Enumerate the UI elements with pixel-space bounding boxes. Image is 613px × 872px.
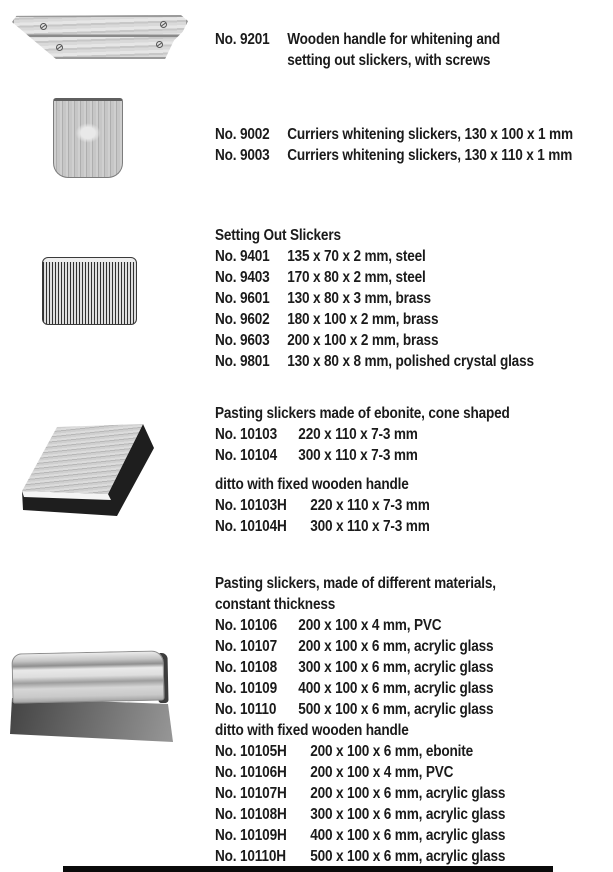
product-number: No. 9801 [215, 353, 270, 370]
product-number: No. 10104 [215, 447, 277, 464]
ebonite-slab-illustration [15, 418, 165, 518]
whitening-slicker-illustration [53, 98, 123, 178]
section-heading-line2: constant thickness [215, 596, 336, 613]
product-row [215, 124, 613, 145]
section-whitening-slickers [215, 124, 613, 166]
product-description: 300 x 110 x 7-3 mm [310, 518, 430, 535]
product-description: 300 x 100 x 6 mm, acrylic glass [310, 806, 506, 823]
screw-icon [56, 44, 63, 51]
product-number: No. 9401 [215, 248, 270, 265]
section-wooden-handle [215, 29, 613, 71]
section-pasting-ebonite [215, 403, 613, 537]
product-row [215, 804, 613, 825]
product-number: No. 10103 [215, 426, 277, 443]
product-row [215, 424, 613, 445]
product-number: No. 10105H [215, 743, 287, 760]
product-number: No. 10107H [215, 785, 287, 802]
product-description: 180 x 100 x 2 mm, brass [287, 311, 439, 328]
product-row [215, 29, 613, 50]
product-number: No. 9602 [215, 311, 270, 328]
product-row [215, 246, 613, 267]
page-edge-scan-bar [63, 866, 553, 872]
section-heading: Setting Out Slickers [215, 227, 341, 244]
product-description: Curriers whitening slickers, 130 x 110 x 1 mm [287, 147, 573, 164]
product-row [215, 330, 613, 351]
section-pasting-various [215, 573, 613, 867]
sub-section-heading: ditto with fixed wooden handle [215, 476, 409, 493]
product-number: No. 9002 [215, 126, 270, 143]
product-number: No. 10108H [215, 806, 287, 823]
screw-icon [40, 23, 47, 30]
product-row [215, 615, 613, 636]
product-row [215, 762, 613, 783]
product-row [215, 783, 613, 804]
section-setting-out-slickers [215, 225, 613, 372]
section-heading: Pasting slickers made of ebonite, cone shaped [215, 405, 510, 422]
product-row [215, 636, 613, 657]
product-row [215, 825, 613, 846]
setting-out-slicker-illustration [42, 257, 137, 325]
product-row [215, 309, 613, 330]
screw-icon [160, 21, 167, 28]
product-description: 220 x 110 x 7-3 mm [310, 497, 430, 514]
product-number: No. 10104H [215, 518, 287, 535]
slicker-plate [53, 98, 123, 178]
product-description: 130 x 80 x 3 mm, brass [287, 290, 431, 307]
product-description: 130 x 80 x 8 mm, polished crystal glass [287, 353, 534, 370]
product-description: setting out slickers, with screws [287, 52, 491, 69]
product-number: No. 10103H [215, 497, 287, 514]
product-description: 400 x 100 x 6 mm, acrylic glass [298, 680, 494, 697]
product-row [215, 657, 613, 678]
product-row [215, 516, 613, 537]
product-description: Wooden handle for whitening and [287, 31, 501, 48]
product-description: 200 x 100 x 2 mm, brass [287, 332, 439, 349]
product-description: 200 x 100 x 4 mm, PVC [310, 764, 454, 781]
product-number: No. 9201 [215, 31, 270, 48]
section-heading: Pasting slickers, made of different materials, [215, 575, 496, 592]
product-description: 500 x 100 x 6 mm, acrylic glass [310, 848, 506, 865]
product-description: 200 x 100 x 6 mm, ebonite [310, 743, 474, 760]
product-row [215, 741, 613, 762]
product-number: No. 10106H [215, 764, 287, 781]
sub-section-heading: ditto with fixed wooden handle [215, 722, 409, 739]
product-number: No. 10110H [215, 848, 286, 865]
ribbed-plate [42, 257, 137, 325]
screw-icon [156, 41, 163, 48]
slicker-wooden-handle [11, 650, 164, 703]
product-description: 300 x 110 x 7-3 mm [298, 447, 418, 464]
product-number: No. 10109 [215, 680, 277, 697]
product-description: 200 x 100 x 6 mm, acrylic glass [298, 638, 494, 655]
product-number: No. 9603 [215, 332, 270, 349]
number-spacer [215, 50, 287, 71]
product-row [215, 267, 613, 288]
product-row [215, 351, 613, 372]
product-row [215, 495, 613, 516]
product-description: 300 x 100 x 6 mm, acrylic glass [298, 659, 494, 676]
product-row-continuation [215, 50, 613, 71]
handled-slicker-illustration [10, 650, 174, 746]
product-number: No. 10110 [215, 701, 277, 718]
product-description: 500 x 100 x 6 mm, acrylic glass [298, 701, 494, 718]
product-number: No. 10106 [215, 617, 277, 634]
product-number: No. 9003 [215, 147, 270, 164]
product-number: No. 9403 [215, 269, 270, 286]
wooden-handle-illustration [12, 15, 188, 61]
product-description: 200 x 100 x 4 mm, PVC [298, 617, 442, 634]
product-number: No. 9601 [215, 290, 270, 307]
product-row [215, 445, 613, 466]
product-row [215, 846, 613, 867]
product-description: 170 x 80 x 2 mm, steel [287, 269, 426, 286]
product-description: 400 x 100 x 6 mm, acrylic glass [310, 827, 506, 844]
product-description: Curriers whitening slickers, 130 x 100 x 1 mm [287, 126, 573, 143]
product-description: 220 x 110 x 7-3 mm [298, 426, 418, 443]
product-description: 200 x 100 x 6 mm, acrylic glass [310, 785, 506, 802]
product-number: No. 10107 [215, 638, 277, 655]
product-row [215, 288, 613, 309]
product-row [215, 699, 613, 720]
product-row [215, 145, 613, 166]
product-number: No. 10108 [215, 659, 277, 676]
product-number: No. 10109H [215, 827, 287, 844]
product-description: 135 x 70 x 2 mm, steel [287, 248, 426, 265]
product-row [215, 678, 613, 699]
